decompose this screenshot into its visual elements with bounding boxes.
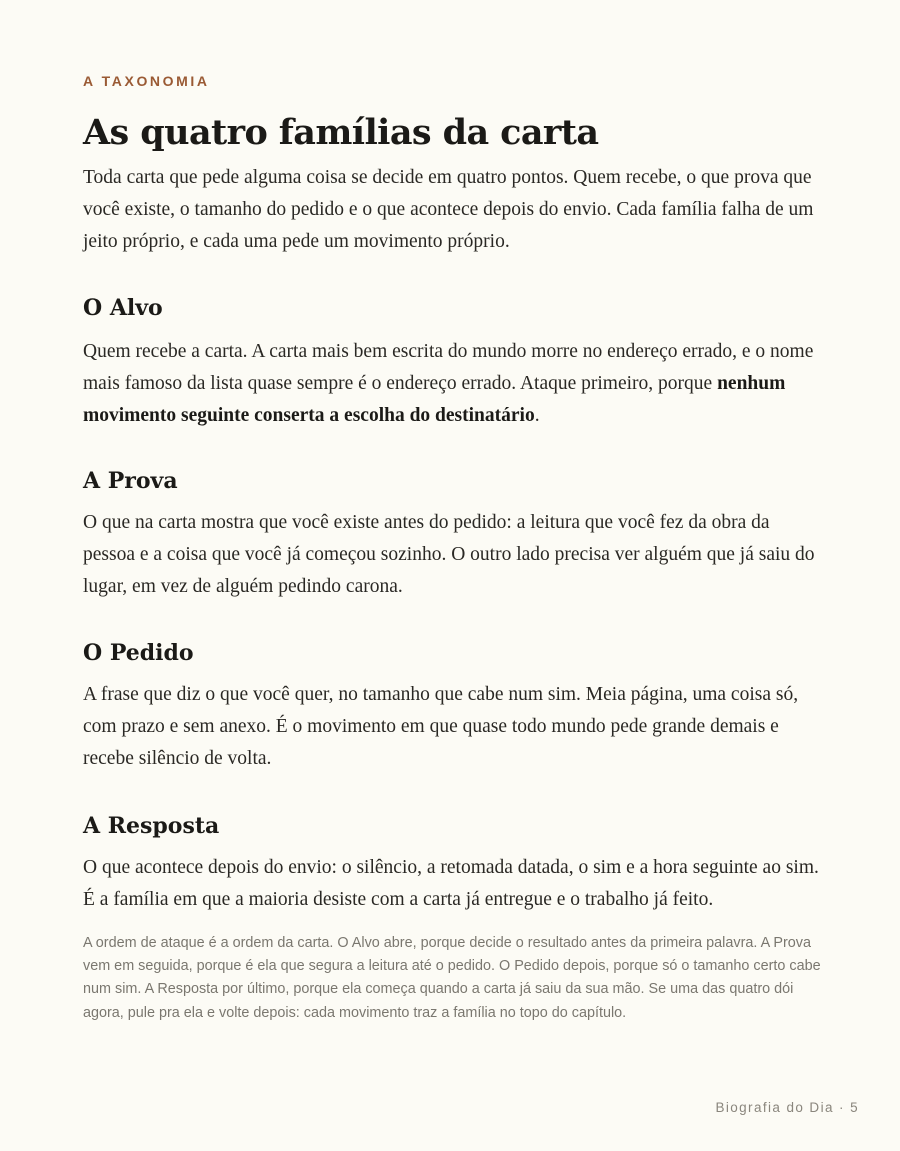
section-heading-prova: A Prova	[83, 468, 178, 494]
section-body-prova: O que na carta mostra que você existe antes do pedido: a leitura que você fez da obra da pessoa e a coisa que você já começou sozinho. O outro lado precisa ver alguém que já saiu do lugar, em vez de alguém pedindo carona.	[83, 512, 815, 597]
page-title: As quatro famílias da carta	[83, 112, 599, 153]
intro-paragraph: Toda carta que pede alguma coisa se decide em quatro pontos. Quem recebe, o que prova que você existe, o tamanho do pedido e o que acontece depois do envio. Cada família falha de um jeito próprio, e cada uma pede um movimento próprio.	[83, 167, 814, 252]
section-body-pedido: A frase que diz o que você quer, no tamanho que cabe num sim. Meia página, uma coisa só, com prazo e sem anexo. É o movimento em que quase todo mundo pede grande demais e recebe silêncio de volta.	[83, 684, 799, 769]
section-body-alvo-tail: .	[534, 405, 540, 426]
section-body-alvo	[83, 336, 823, 432]
section-body-resposta: O que acontece depois do envio: o silêncio, a retomada datada, o sim e a hora seguinte ao sim. É a família em que a maioria desiste com a carta já entregue e o trabalho já feito.	[83, 857, 819, 910]
section-eyebrow: A TAXONOMIA	[83, 73, 210, 89]
section-heading-resposta: A Resposta	[83, 813, 220, 839]
section-heading-pedido: O Pedido	[83, 640, 194, 666]
section-heading-alvo: O Alvo	[83, 295, 163, 321]
section-body-alvo-emphasis: nenhum movimento seguinte conserta a escolha do destinatário	[83, 373, 786, 426]
closing-note: A ordem de ataque é a ordem da carta. O Alvo abre, porque decide o resultado antes da primeira palavra. A Prova vem em seguida, porque é ela que segura a leitura até o pedido. O Pedido depois, porque só o tamanho certo cabe num sim. A Resposta por último, porque ela começa quando a carta já saiu da sua mão. Se uma das quatro dói agora, pule pra ela e volte depois: cada movimento traz a família no topo do capítulo.	[83, 935, 821, 1021]
section-body-alvo-text: Quem recebe a carta. A carta mais bem escrita do mundo morre no endereço errado, e o nome mais famoso da lista quase sempre é o endereço errado. Ataque primeiro, porque	[83, 341, 814, 394]
page-footer: Biografia do Dia · 5	[715, 1100, 859, 1115]
